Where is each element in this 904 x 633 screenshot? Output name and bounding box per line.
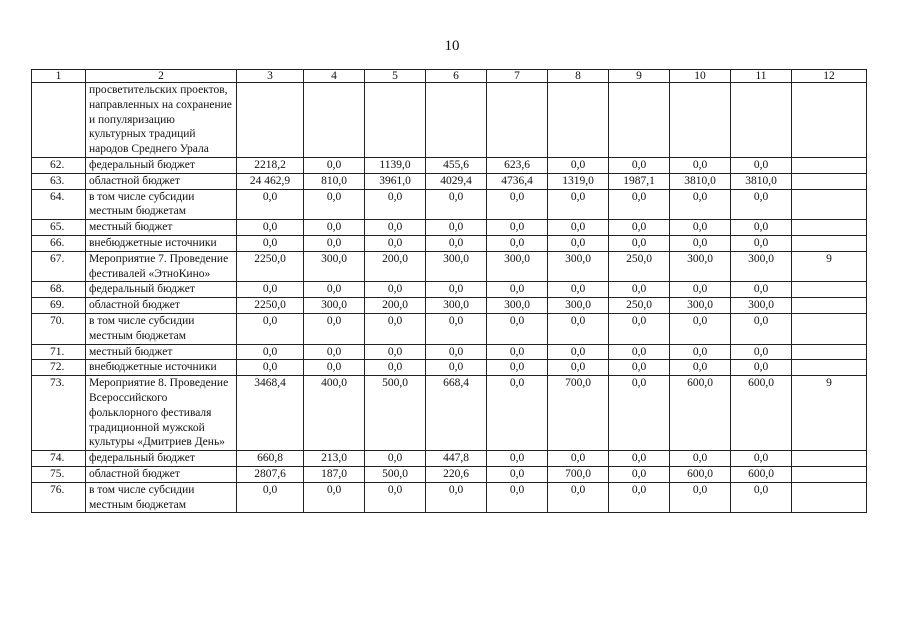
value-cell: 0,0 <box>426 235 487 251</box>
value-cell: 0,0 <box>365 235 426 251</box>
table-row <box>32 376 867 451</box>
value-cell: 0,0 <box>365 344 426 360</box>
value-cell: 0,0 <box>487 189 548 220</box>
column-header: 3 <box>237 70 304 83</box>
value-cell: 0,0 <box>304 482 365 513</box>
value-cell: 300,0 <box>548 298 609 314</box>
value-cell: 0,0 <box>670 220 731 236</box>
row-name: в том числе субсидии местным бюджетам <box>86 313 237 344</box>
value-cell: 0,0 <box>304 313 365 344</box>
row-name: Мероприятие 8. Проведение Всероссийского фольклорного фестиваля традиционной мужской культуры «Дмитриев День» <box>86 376 237 451</box>
value-cell: 0,0 <box>548 235 609 251</box>
value-cell: 0,0 <box>487 313 548 344</box>
value-cell: 0,0 <box>365 482 426 513</box>
value-cell: 400,0 <box>304 376 365 451</box>
column-header: 2 <box>86 70 237 83</box>
value-cell: 0,0 <box>731 282 792 298</box>
value-cell: 300,0 <box>670 251 731 282</box>
value-cell: 0,0 <box>731 482 792 513</box>
value-cell: 0,0 <box>237 313 304 344</box>
row-number: 72. <box>32 360 86 376</box>
table-row <box>32 482 867 513</box>
value-cell <box>304 83 365 158</box>
value-cell: 0,0 <box>609 360 670 376</box>
value-cell: 200,0 <box>365 251 426 282</box>
column-header: 1 <box>32 70 86 83</box>
value-cell <box>548 83 609 158</box>
column-header: 8 <box>548 70 609 83</box>
target-indicator-cell <box>792 282 867 298</box>
value-cell: 600,0 <box>731 376 792 451</box>
value-cell: 500,0 <box>365 376 426 451</box>
value-cell: 250,0 <box>609 251 670 282</box>
row-name: федеральный бюджет <box>86 157 237 173</box>
row-number: 70. <box>32 313 86 344</box>
value-cell: 0,0 <box>365 282 426 298</box>
value-cell: 0,0 <box>670 344 731 360</box>
value-cell: 2250,0 <box>237 251 304 282</box>
row-number <box>32 83 86 158</box>
row-number: 76. <box>32 482 86 513</box>
value-cell: 660,8 <box>237 451 304 467</box>
value-cell: 0,0 <box>365 360 426 376</box>
value-cell <box>426 83 487 158</box>
value-cell: 0,0 <box>731 451 792 467</box>
column-header: 4 <box>304 70 365 83</box>
target-indicator-cell <box>792 220 867 236</box>
value-cell: 600,0 <box>670 466 731 482</box>
row-name: в том числе субсидии местным бюджетам <box>86 482 237 513</box>
target-indicator-cell <box>792 83 867 158</box>
target-indicator-cell: 9 <box>792 251 867 282</box>
budget-table <box>31 69 867 513</box>
value-cell: 0,0 <box>487 235 548 251</box>
target-indicator-cell <box>792 466 867 482</box>
value-cell: 0,0 <box>609 220 670 236</box>
row-name: федеральный бюджет <box>86 282 237 298</box>
value-cell: 623,6 <box>487 157 548 173</box>
value-cell: 0,0 <box>237 235 304 251</box>
value-cell <box>609 83 670 158</box>
value-cell: 3810,0 <box>670 173 731 189</box>
row-name: внебюджетные источники <box>86 235 237 251</box>
value-cell: 0,0 <box>670 360 731 376</box>
value-cell: 0,0 <box>426 344 487 360</box>
value-cell: 0,0 <box>609 376 670 451</box>
value-cell: 0,0 <box>548 282 609 298</box>
value-cell <box>487 83 548 158</box>
row-number: 64. <box>32 189 86 220</box>
value-cell: 0,0 <box>304 360 365 376</box>
row-number: 68. <box>32 282 86 298</box>
value-cell: 0,0 <box>304 189 365 220</box>
value-cell: 213,0 <box>304 451 365 467</box>
value-cell: 0,0 <box>609 344 670 360</box>
value-cell: 3961,0 <box>365 173 426 189</box>
value-cell: 300,0 <box>487 251 548 282</box>
value-cell: 0,0 <box>609 451 670 467</box>
target-indicator-cell <box>792 235 867 251</box>
row-name: областной бюджет <box>86 173 237 189</box>
row-name: местный бюджет <box>86 220 237 236</box>
column-header: 11 <box>731 70 792 83</box>
row-number: 71. <box>32 344 86 360</box>
row-name: внебюджетные источники <box>86 360 237 376</box>
value-cell <box>731 83 792 158</box>
value-cell: 0,0 <box>548 451 609 467</box>
value-cell: 2807,6 <box>237 466 304 482</box>
value-cell: 3810,0 <box>731 173 792 189</box>
row-name: областной бюджет <box>86 466 237 482</box>
value-cell: 0,0 <box>365 220 426 236</box>
value-cell: 0,0 <box>609 235 670 251</box>
value-cell: 700,0 <box>548 376 609 451</box>
value-cell: 455,6 <box>426 157 487 173</box>
table-row <box>32 298 867 314</box>
value-cell: 0,0 <box>487 344 548 360</box>
target-indicator-cell <box>792 451 867 467</box>
value-cell <box>365 83 426 158</box>
target-indicator-cell <box>792 157 867 173</box>
table-row <box>32 157 867 173</box>
table-row <box>32 360 867 376</box>
value-cell: 668,4 <box>426 376 487 451</box>
value-cell: 0,0 <box>548 220 609 236</box>
value-cell: 0,0 <box>670 189 731 220</box>
table-row <box>32 189 867 220</box>
value-cell <box>237 83 304 158</box>
value-cell: 300,0 <box>487 298 548 314</box>
row-name: Мероприятие 7. Проведение фестивалей «ЭтноКино» <box>86 251 237 282</box>
value-cell: 0,0 <box>548 344 609 360</box>
value-cell: 0,0 <box>304 157 365 173</box>
row-number: 63. <box>32 173 86 189</box>
table-row <box>32 282 867 298</box>
value-cell: 1987,1 <box>609 173 670 189</box>
row-name: в том числе субсидии местным бюджетам <box>86 189 237 220</box>
row-name: федеральный бюджет <box>86 451 237 467</box>
value-cell: 0,0 <box>237 220 304 236</box>
value-cell: 300,0 <box>426 298 487 314</box>
table-header-row <box>32 70 867 83</box>
value-cell: 200,0 <box>365 298 426 314</box>
value-cell: 0,0 <box>487 220 548 236</box>
row-name: местный бюджет <box>86 344 237 360</box>
row-number: 66. <box>32 235 86 251</box>
value-cell: 0,0 <box>731 313 792 344</box>
target-indicator-cell: 9 <box>792 376 867 451</box>
row-name: областной бюджет <box>86 298 237 314</box>
value-cell: 0,0 <box>487 451 548 467</box>
row-number: 65. <box>32 220 86 236</box>
value-cell: 1319,0 <box>548 173 609 189</box>
row-number: 74. <box>32 451 86 467</box>
target-indicator-cell <box>792 360 867 376</box>
value-cell: 0,0 <box>237 344 304 360</box>
row-number: 67. <box>32 251 86 282</box>
value-cell: 0,0 <box>548 189 609 220</box>
value-cell: 0,0 <box>548 482 609 513</box>
table-row <box>32 173 867 189</box>
value-cell: 0,0 <box>609 482 670 513</box>
target-indicator-cell <box>792 482 867 513</box>
table-row <box>32 451 867 467</box>
value-cell: 2218,2 <box>237 157 304 173</box>
value-cell: 0,0 <box>237 282 304 298</box>
value-cell: 0,0 <box>304 220 365 236</box>
value-cell: 0,0 <box>731 344 792 360</box>
value-cell: 0,0 <box>670 282 731 298</box>
value-cell: 0,0 <box>487 360 548 376</box>
value-cell: 700,0 <box>548 466 609 482</box>
value-cell: 0,0 <box>548 360 609 376</box>
value-cell: 300,0 <box>670 298 731 314</box>
value-cell: 300,0 <box>731 251 792 282</box>
value-cell: 0,0 <box>487 482 548 513</box>
value-cell: 0,0 <box>731 360 792 376</box>
value-cell: 1139,0 <box>365 157 426 173</box>
value-cell: 300,0 <box>731 298 792 314</box>
value-cell: 0,0 <box>487 466 548 482</box>
value-cell: 0,0 <box>365 451 426 467</box>
column-header: 12 <box>792 70 867 83</box>
table-row <box>32 235 867 251</box>
table-row <box>32 251 867 282</box>
value-cell: 0,0 <box>670 482 731 513</box>
value-cell: 0,0 <box>304 282 365 298</box>
value-cell: 0,0 <box>426 282 487 298</box>
value-cell: 810,0 <box>304 173 365 189</box>
value-cell: 0,0 <box>670 235 731 251</box>
value-cell: 0,0 <box>670 451 731 467</box>
value-cell: 0,0 <box>304 235 365 251</box>
value-cell: 0,0 <box>609 313 670 344</box>
value-cell: 0,0 <box>609 189 670 220</box>
value-cell: 600,0 <box>670 376 731 451</box>
value-cell: 0,0 <box>609 282 670 298</box>
table-row <box>32 313 867 344</box>
value-cell: 0,0 <box>731 157 792 173</box>
column-header: 7 <box>487 70 548 83</box>
value-cell: 187,0 <box>304 466 365 482</box>
value-cell: 0,0 <box>365 313 426 344</box>
value-cell: 300,0 <box>304 298 365 314</box>
table-row <box>32 220 867 236</box>
value-cell: 0,0 <box>609 466 670 482</box>
value-cell: 0,0 <box>487 282 548 298</box>
column-header: 9 <box>609 70 670 83</box>
row-number: 73. <box>32 376 86 451</box>
value-cell: 0,0 <box>237 482 304 513</box>
value-cell: 220,6 <box>426 466 487 482</box>
table-row <box>32 466 867 482</box>
value-cell: 0,0 <box>426 360 487 376</box>
value-cell: 0,0 <box>731 235 792 251</box>
value-cell: 4736,4 <box>487 173 548 189</box>
value-cell: 300,0 <box>426 251 487 282</box>
value-cell: 0,0 <box>548 157 609 173</box>
row-number: 62. <box>32 157 86 173</box>
table-row <box>32 83 867 158</box>
value-cell: 250,0 <box>609 298 670 314</box>
value-cell: 0,0 <box>426 189 487 220</box>
target-indicator-cell <box>792 298 867 314</box>
value-cell: 4029,4 <box>426 173 487 189</box>
value-cell <box>670 83 731 158</box>
value-cell: 0,0 <box>731 220 792 236</box>
value-cell: 0,0 <box>487 376 548 451</box>
value-cell: 0,0 <box>548 313 609 344</box>
value-cell: 24 462,9 <box>237 173 304 189</box>
column-header: 10 <box>670 70 731 83</box>
column-header: 5 <box>365 70 426 83</box>
table-row <box>32 344 867 360</box>
value-cell: 300,0 <box>548 251 609 282</box>
target-indicator-cell <box>792 189 867 220</box>
value-cell: 500,0 <box>365 466 426 482</box>
value-cell: 2250,0 <box>237 298 304 314</box>
column-header: 6 <box>426 70 487 83</box>
value-cell: 0,0 <box>670 313 731 344</box>
target-indicator-cell <box>792 344 867 360</box>
page-number: 10 <box>444 38 460 54</box>
value-cell: 447,8 <box>426 451 487 467</box>
value-cell: 0,0 <box>426 313 487 344</box>
value-cell: 0,0 <box>237 189 304 220</box>
value-cell: 0,0 <box>670 157 731 173</box>
value-cell: 0,0 <box>731 189 792 220</box>
value-cell: 0,0 <box>426 220 487 236</box>
row-name: просветительских проектов, направленных на сохранение и популяризацию культурных традиций народов Среднего Урала <box>86 83 237 158</box>
value-cell: 0,0 <box>365 189 426 220</box>
value-cell: 0,0 <box>426 482 487 513</box>
value-cell: 0,0 <box>304 344 365 360</box>
row-number: 69. <box>32 298 86 314</box>
target-indicator-cell <box>792 173 867 189</box>
value-cell: 0,0 <box>237 360 304 376</box>
target-indicator-cell <box>792 313 867 344</box>
value-cell: 300,0 <box>304 251 365 282</box>
value-cell: 600,0 <box>731 466 792 482</box>
value-cell: 3468,4 <box>237 376 304 451</box>
row-number: 75. <box>32 466 86 482</box>
value-cell: 0,0 <box>609 157 670 173</box>
